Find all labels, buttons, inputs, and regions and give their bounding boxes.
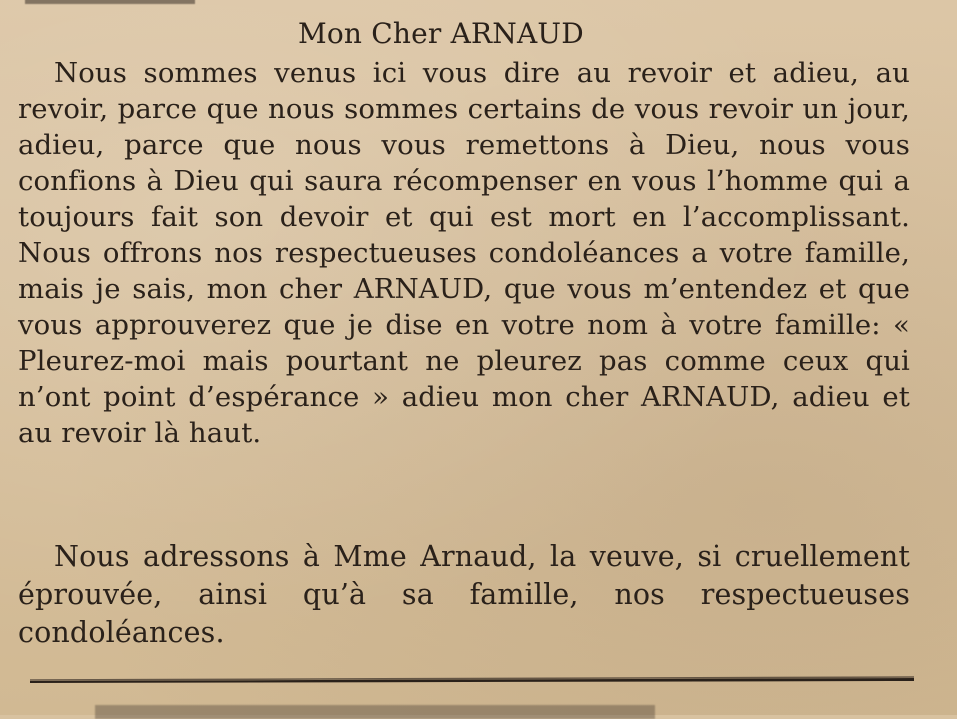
- eulogy-paragraph: Nous sommes venus ici vous dire au revoir et adieu, au revoir, parce que nous sommes certains de vous revoir un jour, adieu, parce que nous vous remettons à Dieu, nous vous confions à Dieu qui saura récompenser en vous l’homme qui a toujours fait son devoir et qui est mort en l’accomplissant. Nous offrons nos respectueuses condoléances a votre famille, mais je sais, mon cher ARNAUD, que vous m’entendez et que vous approuverez que je dise en votre nom à votre famille: « Pleurez-moi mais pourtant ne pleurez pas comme ceux qui n’ont point d’espérance » adieu mon cher ARNAUD, adieu et au revoir là haut.: [18, 57, 910, 449]
- condolences-paragraph: Nous adressons à Mme Arnaud, la veuve, si cruellement éprouvée, ainsi qu’à sa famille, nos respectueuses condoléances.: [18, 540, 910, 649]
- cropped-text-top: [25, 0, 195, 4]
- section-divider-rule: [30, 674, 914, 684]
- cropped-text-bottom: [95, 705, 655, 719]
- salutation-heading: Mon Cher ARNAUD: [298, 17, 584, 50]
